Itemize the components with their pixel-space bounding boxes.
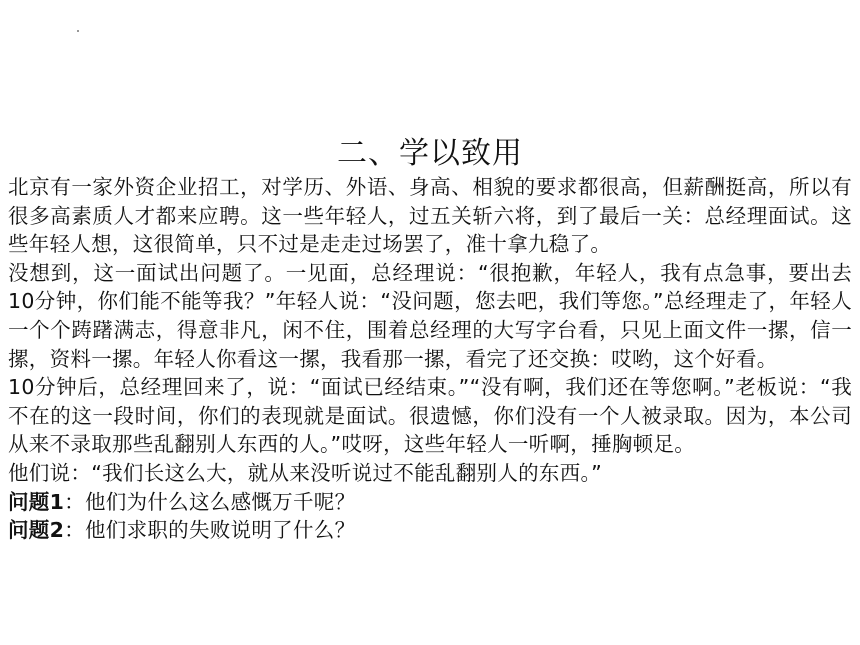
question-1-label: 问题1 — [8, 489, 65, 514]
decorative-dot — [77, 30, 79, 32]
question-2-text: ：他们求职的失败说明了什么？ — [64, 518, 356, 543]
story-text — [8, 173, 852, 545]
question-2-label: 问题2 — [8, 518, 65, 543]
slide-title: 二、学以致用 — [337, 136, 523, 171]
question-1-text: ：他们为什么这么感慨万千呢？ — [64, 489, 356, 514]
paragraph-2: 没想到，这一面试出问题了。一见面，总经理说：“很抱歉，年轻人，我有点急事，要出去10分钟，你们能不能等我？”年轻人说：“没问题，您去吧，我们等您。”总经理走了，年轻人一个个踌躇满志，得意非凡，闲不住，围着总经理的大写字台看，只见上面文件一摞，信一摞，资料一摞。年轻人你看这一摞，我看那一摞，看完了还交换：哎哟，这个好看。 — [8, 260, 852, 371]
paragraph-3: 10分钟后，总经理回来了，说：“面试已经结束。”“没有啊，我们还在等您啊。”老板说：“我不在的这一段时间，你们的表现就是面试。很遗憾，你们没有一个人被录取。因为，本公司从来不录取那些乱翻别人东西的人。”哎呀，这些年轻人一听啊，捶胸顿足。 — [8, 375, 852, 457]
question-1 — [8, 488, 852, 517]
paragraph-1: 北京有一家外资企业招工，对学历、外语、身高、相貌的要求都很高，但薪酬挺高，所以有很多高素质人才都来应聘。这一些年轻人，过五关斩六将，到了最后一关：总经理面试。这些年轻人想，这很简单，只不过是走走过场罢了，准十拿九稳了。 — [8, 175, 852, 257]
paragraph-4: 他们说：“我们长这么大，就从来没听说过不能乱翻别人的东西。” — [8, 460, 602, 485]
question-2 — [8, 516, 852, 545]
